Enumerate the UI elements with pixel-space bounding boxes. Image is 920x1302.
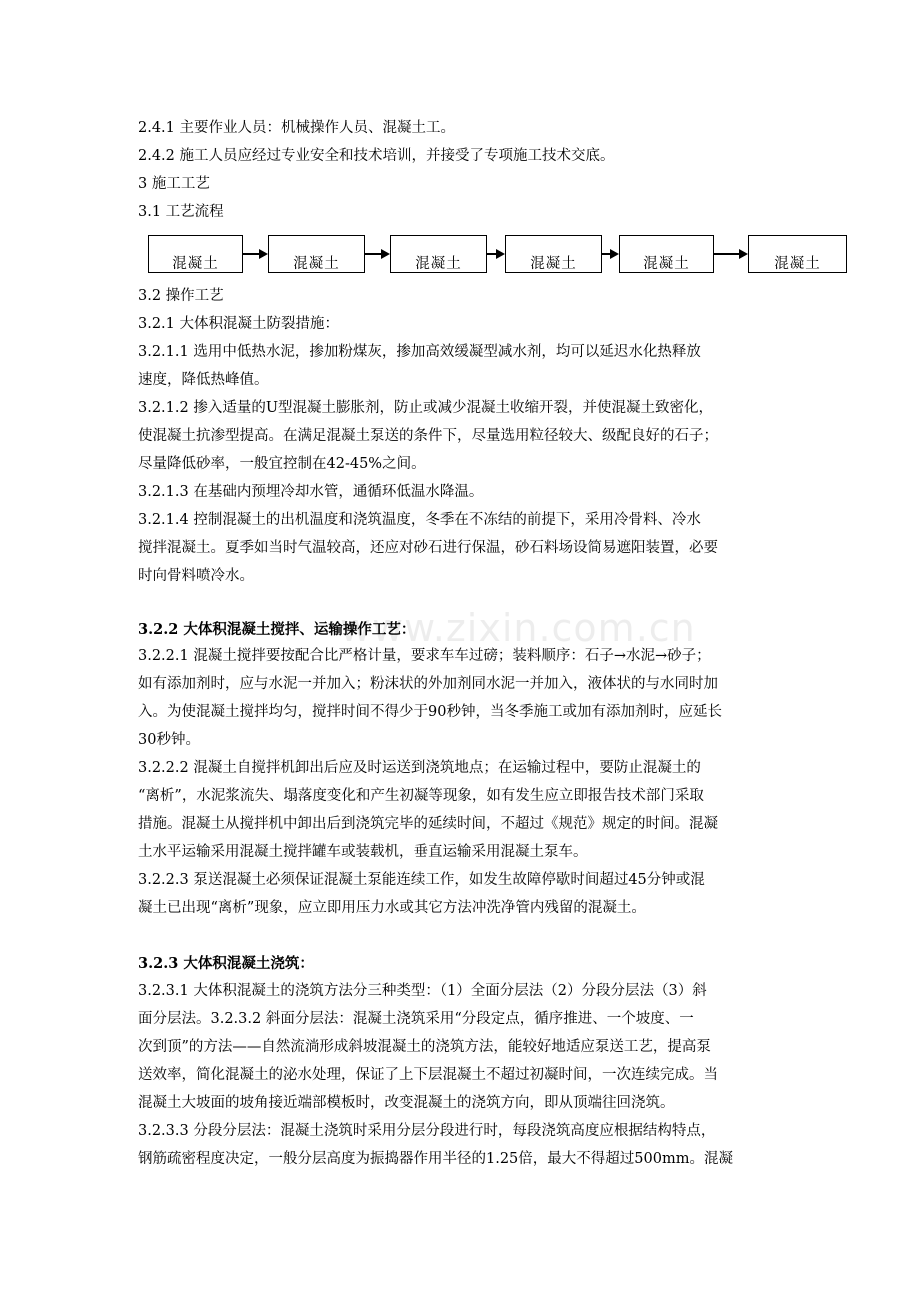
flow-arrow [714,253,746,255]
text-line: 3.2.1.3 在基础内预埋冷却水管，通循环低温水降温。 [138,484,484,500]
flow-step-label: 混凝土 [530,256,577,272]
section-heading: 3.2 操作工艺 [138,288,224,304]
text-line: 凝土已出现“离析”现象，应立即用压力水或其它方法冲洗净管内残留的混凝土。 [138,900,646,916]
section-heading: 3 施工工艺 [138,176,210,192]
flow-step-label: 混凝土 [774,256,821,272]
text-line: 入。为使混凝土搅拌均匀，搅拌时间不得少于90秒钟，当冬季施工或加有添加剂时，应延长 [138,704,722,720]
text-line: 3.2.2.3 泵送混凝土必须保证混凝土泵能连续工作，如发生故障停歇时间超过45分钟或混 [138,872,705,888]
text-line: 30秒钟。 [138,732,200,748]
text-line: 如有添加剂时，应与水泥一并加入；粉沫状的外加剂同水泥一并加入，液体状的与水同时加 [138,676,718,692]
text-line: 2.4.1 主要作业人员：机械操作人员、混凝土工。 [138,120,456,136]
text-line: 钢筋疏密程度决定，一般分层高度为振捣器作用半径的1.25倍，最大不得超过500mm。混凝 [138,1151,733,1167]
text-line: 搅拌混凝土。夏季如当时气温较高，还应对砂石进行保温，砂石料场设简易遮阳装置，必要 [138,540,718,556]
flow-step-box [268,235,365,273]
text-line: “离析”，水泥浆流失、塌落度变化和产生初凝等现象，如有发生应立即报告技术部门采取 [138,788,704,804]
flow-step-box [619,235,714,273]
text-line: 3.2.1 大体积混凝土防裂措施： [138,316,340,332]
text-line: 速度，降低热峰值。 [138,372,269,388]
text-line: 次到顶”的方法——自然流淌形成斜坡混凝土的浇筑方法，能较好地适应泵送工艺，提高泵 [138,1039,711,1055]
flow-arrow [602,253,617,255]
flow-step-box [390,235,487,273]
text-line: 3.2.1.2 掺入适量的U型混凝土膨胀剂，防止或减少混凝土收缩开裂，并使混凝土致密化， [138,400,714,416]
process-flowchart [148,235,848,273]
text-line: 2.4.2 施工人员应经过专业安全和技术培训，并接受了专项施工技术交底。 [138,148,615,164]
flow-step-label: 混凝土 [643,256,690,272]
text-line: 3.2.2.1 混凝土搅拌要按配合比严格计量，要求车车过磅；装料顺序：石子→水泥→砂子； [138,648,711,664]
text-line: 3.2.2.2 混凝土自搅拌机卸出后应及时运送到浇筑地点；在运输过程中，要防止混凝土的 [138,760,701,776]
flow-step-label: 混凝土 [172,256,219,272]
flow-arrow [487,253,503,255]
text-line: 使混凝土抗渗型提高。在满足混凝土泵送的条件下，尽量选用粒径较大、级配良好的石子； [138,428,718,444]
flow-arrow [243,253,266,255]
watermark: www.zixin.com.cn [340,606,696,650]
section-heading: 3.1 工艺流程 [138,204,224,220]
text-line: 3.2.1.4 控制混凝土的出机温度和浇筑温度，冬季在不冻结的前提下，采用冷骨料、冷水 [138,512,701,528]
text-line: 混凝土大坡面的坡角接近端部模板时，改变混凝土的浇筑方向，即从顶端往回浇筑。 [138,1095,675,1111]
text-line: 措施。混凝土从搅拌机中卸出后到浇筑完毕的延续时间，不超过《规范》规定的时间。混凝 [138,816,718,832]
text-line: 送效率，简化混凝土的泌水处理，保证了上下层混凝土不超过初凝时间，一次连续完成。当 [138,1067,718,1083]
text-line: 3.2.1.1 选用中低热水泥，掺加粉煤灰，掺加高效缓凝型减水剂，均可以延迟水化热释放 [138,344,701,360]
section-heading: 3.2.3 大体积混凝土浇筑： [138,955,314,972]
flow-arrow [365,253,388,255]
text-line: 3.2.3.1 大体积混凝土的浇筑方法分三种类型：（1）全面分层法（2）分段分层法（3）斜 [138,983,707,999]
text-line: 面分层法。3.2.3.2 斜面分层法：混凝土浇筑采用“分段定点，循序推进、一个坡度、一 [138,1011,694,1027]
flow-step-label: 混凝土 [415,256,462,272]
flow-step-box [748,235,847,273]
text-line: 时向骨料喷冷水。 [138,568,254,584]
text-line: 3.2.3.3 分段分层法：混凝土浇筑时采用分层分段进行时，每段浇筑高度应根据结构特点， [138,1123,716,1139]
text-line: 尽量降低砂率，一般宜控制在42-45%之间。 [138,456,426,472]
flow-step-box [148,235,243,273]
text-line: 土水平运输采用混凝土搅拌罐车或装载机，垂直运输采用混凝土泵车。 [138,844,588,860]
flow-step-label: 混凝土 [293,256,340,272]
section-heading: 3.2.2 大体积混凝土搅拌、运输操作工艺： [138,621,416,638]
flow-step-box [505,235,602,273]
